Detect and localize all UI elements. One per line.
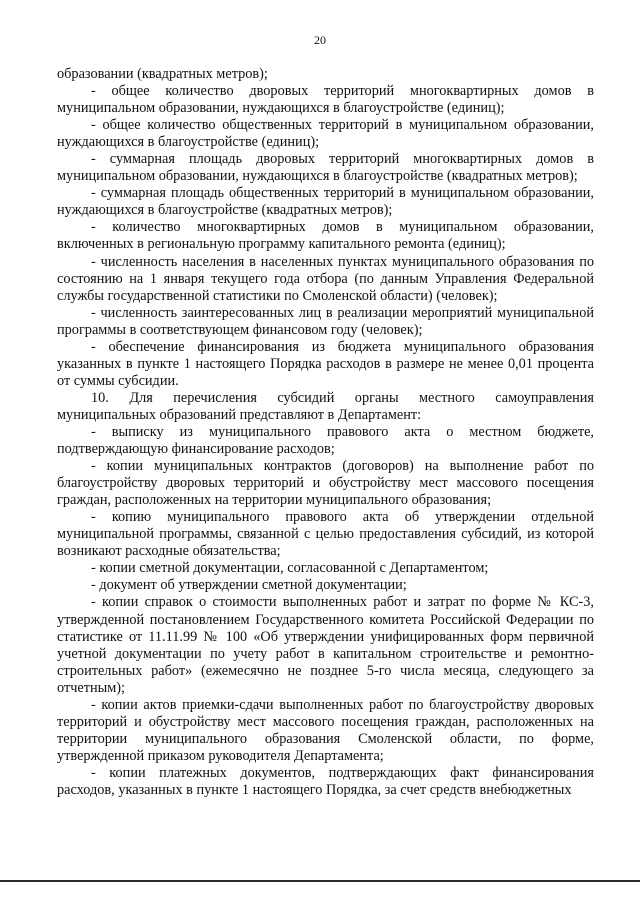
list-item-estimate-approval: - документ об утверждении сметной документации; <box>91 577 407 594</box>
list-item-population: - численность населения в населенных пунктах муниципального образования по состоянию на 1 января текущего года отбора (по данным Управления Федеральной службы государственной статистики по Смоленской области) (человек); <box>57 253 594 304</box>
list-item-budget-financing: - обеспечение финансирования из бюджета муниципального образования указанных в пункте 1 настоящего Порядка расходов в размере не менее 0,01 процента от суммы субсидии. <box>57 338 594 389</box>
list-item-yard-territories-count: - общее количество дворовых территорий многоквартирных домов в муниципальном образовании, нуждающихся в благоустройстве (единиц); <box>57 83 594 117</box>
list-item-apartment-buildings-count: - количество многоквартирных домов в муниципальном образовании, включенных в региональную программу капитального ремонта (единиц); <box>57 219 594 253</box>
list-item-public-territories-area: - суммарная площадь общественных территорий в муниципальном образовании, нуждающихся в благоустройстве (квадратных метров); <box>57 185 594 219</box>
list-item-budget-extract: - выписку из муниципального правового акта о местном бюджете, подтверждающую финансирование расходов; <box>57 423 594 458</box>
list-item-program-act-copy: - копию муниципального правового акта об утверждении отдельной муниципальной программы, связанной с целью предоставления субсидий, из которой возникают расходные обязательства; <box>57 509 594 560</box>
page-number: 20 <box>314 33 326 47</box>
bottom-rule <box>0 880 640 882</box>
list-item-contract-copies: - копии муниципальных контрактов (договоров) на выполнение работ по благоустройству дворовых территорий и обустройству мест массового посещения граждан, расположенных на территории муниципального образования; <box>57 458 594 509</box>
list-item-yard-territories-area: - суммарная площадь дворовых территорий многоквартирных домов в муниципальном образовании, нуждающихся в благоустройстве (квадратных метров); <box>57 151 594 185</box>
list-item-payment-documents: - копии платежных документов, подтверждающих факт финансирования расходов, указанных в пункте 1 настоящего Порядка, за счет средств внебюджетных <box>57 764 594 798</box>
list-item-public-territories-count: - общее количество общественных территорий в муниципальном образовании, нуждающихся в благоустройстве (единиц); <box>57 117 594 151</box>
document-body <box>57 66 594 799</box>
list-item-ks3-certificates: - копии справок о стоимости выполненных работ и затрат по форме № КС-3, утвержденной постановлением Государственного комитета Российской Федерации по статистике от 11.11.99 № 100 «Об утверждении унифицированных форм первичной учетной документации по учету работ в капитальном строительстве и ремонтно-строительных работ» (ежемесячно не позднее 5-го числа месяца, следующего за отчетным); <box>57 594 594 696</box>
paragraph-continuation: образовании (квадратных метров); <box>57 66 268 82</box>
list-item-acceptance-acts: - копии актов приемки-сдачи выполненных работ по благоустройству дворовых территорий и обустройству мест массового посещения граждан, расположенных на территории муниципального образования Смоленской области, по форме, утвержденной приказом руководителя Департамента; <box>57 696 594 764</box>
list-item-estimate-copies: - копии сметной документации, согласованной с Департаментом; <box>91 560 489 577</box>
list-item-interested-persons: - численность заинтересованных лиц в реализации мероприятий муниципальной программы в соответствующем финансовом году (человек); <box>57 304 594 338</box>
clause-10-heading: 10. Для перечисления субсидий органы местного самоуправления муниципальных образований представляют в Департамент: <box>57 389 594 423</box>
